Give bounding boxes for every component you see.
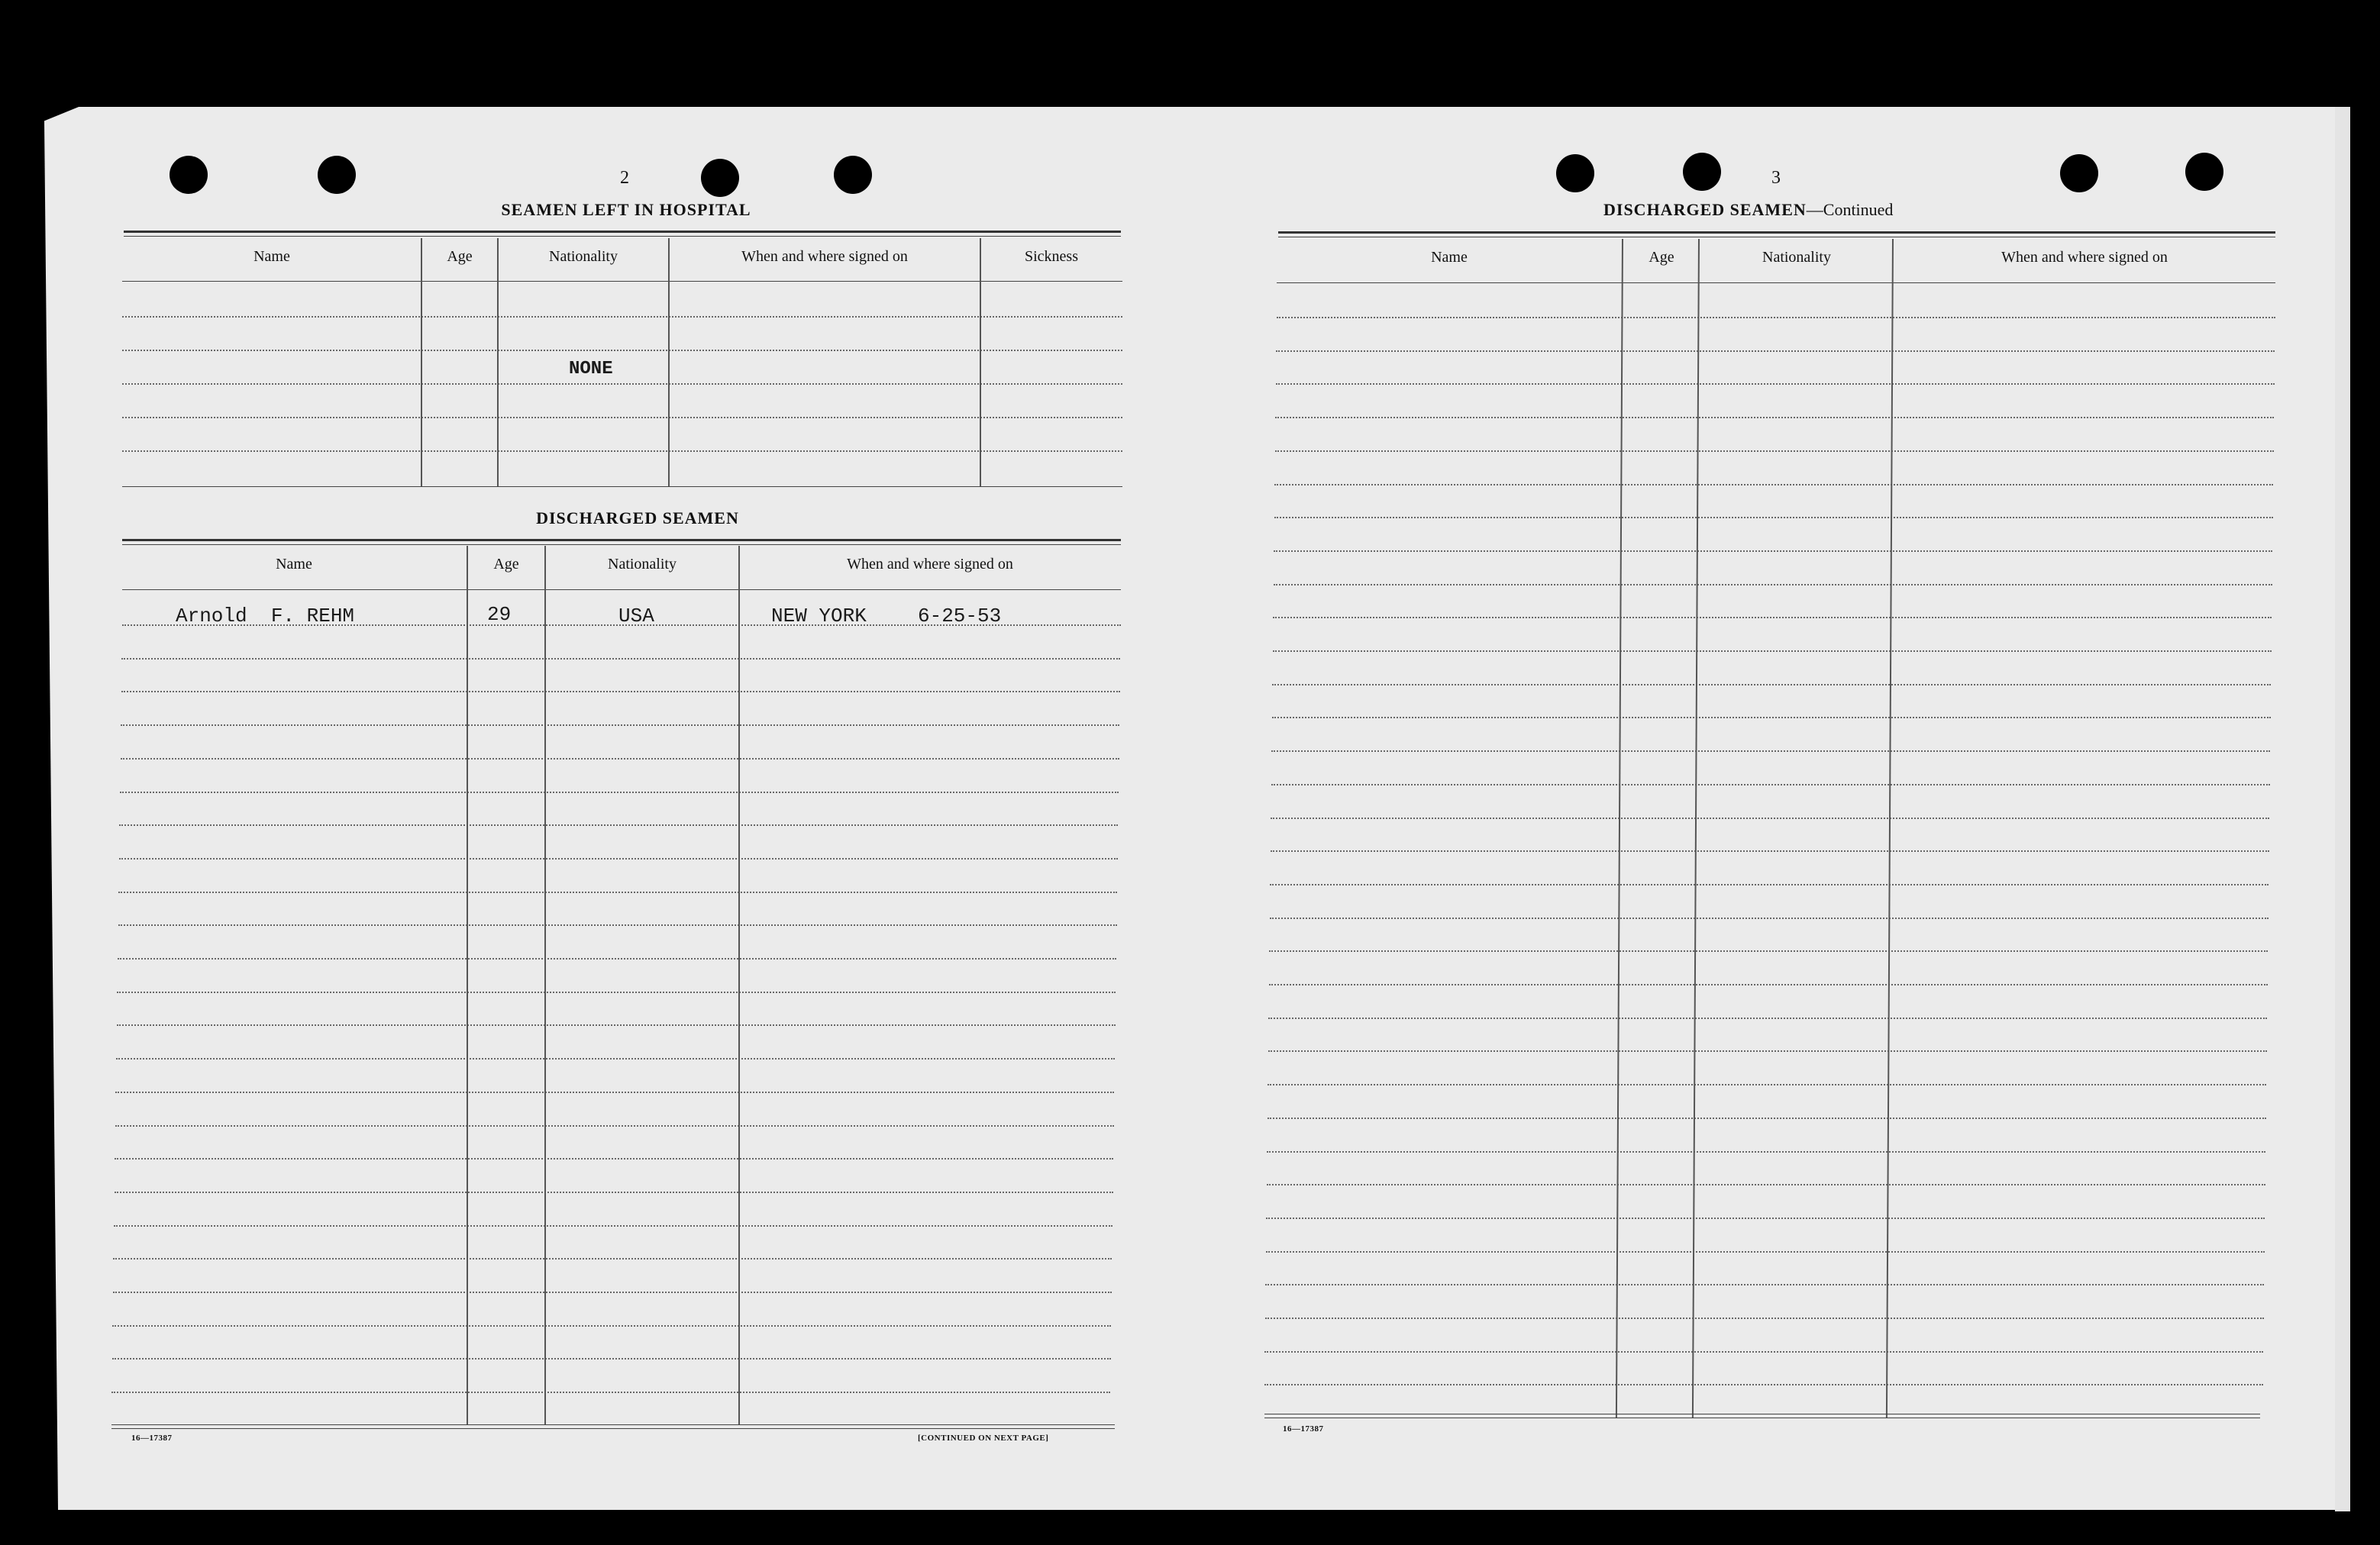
hospital-header-signed-on: When and where signed on: [741, 248, 908, 265]
ruled-line: [1271, 818, 2269, 819]
discharged-continued-title-text: DISCHARGED SEAMEN: [1603, 200, 1807, 219]
ruled-line: [1275, 417, 2274, 418]
ruled-line: [1268, 1084, 2266, 1085]
ruled-line: [1273, 617, 2272, 618]
discharged-header-nationality: Nationality: [608, 556, 677, 573]
hospital-header-sickness: Sickness: [1025, 248, 1078, 265]
sheet-edge: [2335, 107, 2350, 1511]
ruled-line: [1266, 1251, 2265, 1253]
discharged-header-age: Age: [493, 556, 519, 573]
ruled-line: [117, 1024, 1116, 1026]
discharged-header-rule: [122, 589, 1121, 590]
ruled-line: [1264, 1384, 2263, 1385]
ruled-line: [1277, 317, 2275, 318]
discharged-table-top-rule: [122, 539, 1121, 541]
ruled-line: [1268, 1050, 2267, 1052]
ruled-line: [1274, 584, 2272, 585]
ruled-line: [119, 858, 1118, 860]
punch-hole: [2185, 153, 2223, 191]
punch-hole: [2060, 154, 2098, 192]
hospital-col-divider: [421, 238, 422, 487]
ruled-line: [1272, 717, 2271, 718]
discharged-header-signed-on: When and where signed on: [847, 556, 1013, 573]
right-header-rule: [1277, 282, 2275, 283]
discharged-col-divider: [544, 546, 546, 1425]
right-table-top-rule: [1278, 231, 2275, 234]
ruled-line: [118, 924, 1117, 926]
continued-note: [CONTINUED ON NEXT PAGE]: [918, 1434, 1049, 1443]
ruled-line: [1275, 450, 2274, 452]
ruled-line: [115, 1158, 1113, 1160]
seaman-signed-on-date: 6-25-53: [918, 605, 1002, 627]
ruled-line: [1274, 550, 2272, 552]
ruled-line: [1266, 1218, 2265, 1219]
ruled-line: [119, 824, 1118, 826]
form-number-left: 16—17387: [131, 1434, 173, 1443]
hospital-header-age: Age: [447, 248, 473, 265]
ruled-line: [111, 1392, 1110, 1393]
ruled-line: [122, 417, 1122, 418]
ruled-line: [115, 1092, 1114, 1093]
discharged-table-bottom-rule: [111, 1424, 1115, 1425]
discharged-header-name: Name: [276, 556, 312, 573]
seaman-age: 29: [487, 603, 512, 626]
hospital-table-top-rule: [124, 231, 1121, 233]
ruled-line: [1271, 750, 2270, 752]
ruled-line: [122, 350, 1122, 351]
hospital-section-title: SEAMEN LEFT IN HOSPITAL: [501, 200, 751, 219]
right-header-nationality: Nationality: [1762, 249, 1831, 266]
ruled-line: [118, 958, 1116, 960]
punch-hole: [834, 156, 872, 194]
discharged-table-bottom-rule-2: [111, 1428, 1115, 1429]
ruled-line: [1267, 1151, 2265, 1153]
discharged-col-divider: [467, 546, 468, 1425]
hospital-header-name: Name: [254, 248, 290, 265]
seaman-nationality: USA: [618, 605, 654, 627]
hospital-col-divider: [980, 238, 981, 487]
hospital-col-divider: [668, 238, 670, 487]
ruled-line: [113, 1258, 1112, 1260]
ruled-line: [1273, 650, 2272, 652]
punch-hole: [170, 156, 208, 194]
ruled-line: [118, 892, 1117, 893]
ruled-line: [1271, 784, 2270, 785]
ruled-line: [116, 1058, 1115, 1060]
ruled-line: [112, 1325, 1111, 1327]
ruled-line: [1264, 1351, 2263, 1353]
discharged-continued-title: [1603, 200, 1924, 220]
ruled-line: [115, 1125, 1114, 1127]
page-number-right: 3: [1771, 168, 1781, 188]
ruled-line: [1268, 1018, 2267, 1019]
ruled-line: [122, 450, 1122, 452]
ruled-line: [120, 792, 1119, 793]
ruled-line: [1274, 484, 2273, 485]
right-header-name: Name: [1431, 249, 1468, 266]
ruled-line: [112, 1358, 1111, 1360]
punch-hole: [701, 159, 739, 197]
seaman-signed-on-place: NEW YORK: [771, 605, 867, 627]
hospital-header-nationality: Nationality: [549, 248, 618, 265]
ruled-line: [114, 1225, 1112, 1227]
hospital-col-divider: [497, 238, 499, 487]
ruled-line: [121, 658, 1120, 660]
ruled-line: [121, 758, 1119, 760]
ruled-line: [1267, 1184, 2265, 1185]
page-number-left: 2: [620, 168, 629, 188]
punch-hole: [1556, 154, 1594, 192]
ruled-line: [1271, 850, 2269, 852]
right-header-age: Age: [1649, 249, 1674, 266]
hospital-entry-none: NONE: [569, 359, 613, 379]
hospital-header-rule: [122, 281, 1122, 282]
discharged-table-top-rule-2: [122, 544, 1121, 545]
ruled-line: [1272, 684, 2271, 685]
ruled-line: [1265, 1284, 2264, 1285]
ruled-line: [121, 691, 1120, 692]
ruled-line: [1274, 517, 2273, 518]
ruled-line: [121, 724, 1119, 726]
ruled-line: [113, 1292, 1112, 1293]
hospital-table-bottom-rule: [122, 486, 1122, 487]
ruled-line: [1268, 1118, 2266, 1119]
ruled-line: [1269, 984, 2268, 985]
ruled-line: [1270, 918, 2269, 919]
punch-hole: [318, 156, 356, 194]
form-number-right: 16—17387: [1283, 1424, 1324, 1434]
ruled-line: [1276, 383, 2275, 385]
ruled-line: [1265, 1318, 2264, 1319]
punch-hole: [1683, 153, 1721, 191]
ruled-line: [1269, 950, 2268, 952]
ruled-line: [122, 383, 1122, 385]
ruled-line: [122, 316, 1122, 318]
hospital-table-top-rule-2: [124, 236, 1121, 237]
ruled-line: [117, 992, 1116, 993]
continued-suffix: —Continued: [1806, 200, 1894, 219]
ruled-line: [1276, 350, 2275, 352]
right-header-signed-on: When and where signed on: [2001, 249, 2168, 266]
discharged-col-divider: [738, 546, 740, 1425]
seaman-name: Arnold F. REHM: [176, 605, 355, 627]
ruled-line: [115, 1192, 1113, 1193]
discharged-section-title: DISCHARGED SEAMEN: [536, 508, 739, 527]
ruled-line: [1270, 884, 2269, 885]
